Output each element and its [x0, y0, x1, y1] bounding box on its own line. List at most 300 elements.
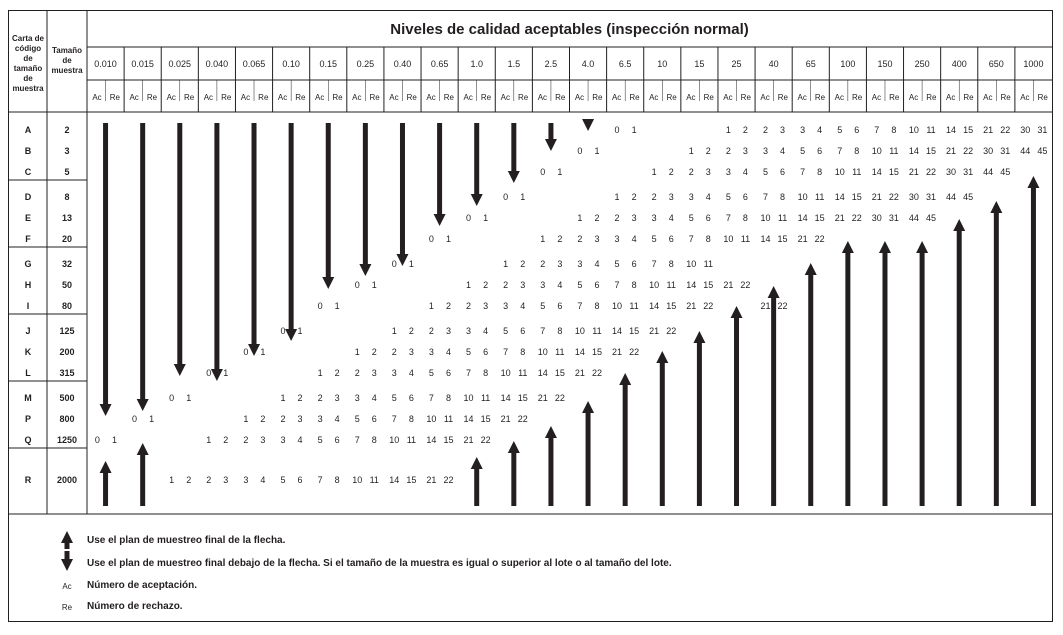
- acceptance-number: 7: [466, 368, 472, 378]
- acceptance-number: 44: [983, 167, 994, 177]
- rejection-number: 15: [591, 347, 602, 357]
- acceptance-number: 0: [243, 347, 249, 357]
- rejection-number: 3: [223, 475, 229, 485]
- acceptance-number: 2: [354, 368, 360, 378]
- up-arrow-head: [582, 401, 594, 413]
- rejection-number: 15: [517, 393, 528, 403]
- acceptance-number: 14: [946, 125, 957, 135]
- rejection-number: 15: [777, 234, 788, 244]
- acceptance-number: 3: [280, 435, 286, 445]
- acceptance-number: 21: [834, 213, 845, 223]
- rejection-number: 11: [740, 234, 751, 244]
- re-header: Re: [1000, 93, 1011, 102]
- acceptance-number: 14: [908, 146, 919, 156]
- acceptance-number: 1: [466, 280, 472, 290]
- rejection-number: 2: [186, 475, 192, 485]
- acceptance-number: 14: [611, 326, 623, 336]
- rejection-number: 15: [963, 125, 974, 135]
- ac-header: Ac: [723, 93, 733, 102]
- rejection-number: 31: [888, 213, 899, 223]
- rejection-number: 8: [408, 414, 414, 424]
- re-header: Re: [109, 93, 120, 102]
- size-column-header: de: [62, 56, 72, 65]
- aql-level-header: 6.5: [618, 59, 632, 69]
- acceptance-number: 10: [834, 167, 845, 177]
- rejection-number: 8: [631, 280, 637, 290]
- acceptance-number: 3: [243, 475, 249, 485]
- acceptance-number: 14: [760, 234, 771, 244]
- rejection-number: 6: [297, 475, 303, 485]
- rejection-number: 4: [594, 259, 600, 269]
- rejection-number: 11: [406, 435, 417, 445]
- acceptance-number: 5: [317, 435, 323, 445]
- acceptance-number: 21: [686, 301, 697, 311]
- rejection-number: 22: [1000, 125, 1011, 135]
- up-arrow-head: [471, 457, 483, 469]
- rejection-number: 4: [557, 280, 563, 290]
- acceptance-number: 2: [540, 259, 546, 269]
- up-arrow-head: [879, 241, 891, 253]
- aql-level-header: 650: [988, 59, 1004, 69]
- rejection-number: 1: [223, 368, 229, 378]
- acceptance-number: 7: [725, 213, 731, 223]
- up-arrow-head: [619, 373, 631, 385]
- acceptance-number: 7: [651, 259, 657, 269]
- down-arrow-head: [582, 119, 594, 131]
- rejection-number: 6: [483, 347, 489, 357]
- sample-size: 80: [61, 301, 73, 311]
- down-arrow-head: [285, 329, 297, 341]
- rejection-number: 2: [297, 393, 303, 403]
- rejection-number: 11: [629, 301, 639, 311]
- acceptance-number: 3: [428, 347, 434, 357]
- rejection-number: 6: [854, 125, 860, 135]
- acceptance-number: 44: [946, 192, 957, 202]
- acceptance-number: 5: [428, 368, 434, 378]
- rejection-number: 22: [963, 146, 974, 156]
- code-letter: E: [24, 213, 32, 223]
- rejection-number: 31: [925, 192, 937, 202]
- ac-header: Ac: [352, 93, 362, 102]
- acceptance-number: 21: [500, 414, 511, 424]
- rejection-number: 1: [371, 280, 377, 290]
- re-header: Re: [777, 93, 789, 102]
- rejection-number: 22: [851, 213, 862, 223]
- acceptance-number: 14: [834, 192, 845, 202]
- acceptance-number: 3: [651, 213, 657, 223]
- rejection-number: 3: [297, 414, 303, 424]
- re-header: Re: [221, 93, 232, 102]
- sample-size: 500: [59, 393, 75, 403]
- acceptance-number: 21: [723, 280, 734, 290]
- acceptance-number: 3: [466, 326, 472, 336]
- ac-header: Ac: [537, 93, 548, 102]
- ac-header: Ac: [500, 93, 510, 102]
- rejection-number: 22: [666, 326, 677, 336]
- rejection-number: 4: [483, 326, 489, 336]
- re-header: Re: [406, 93, 417, 102]
- up-arrow-head: [656, 351, 668, 363]
- acceptance-number: 2: [614, 213, 620, 223]
- aql-level-header: 4.0: [581, 59, 595, 69]
- rejection-number: 2: [520, 259, 526, 269]
- re-header: Re: [332, 93, 343, 102]
- rejection-number: 31: [1037, 125, 1048, 135]
- acceptance-number: 5: [280, 475, 286, 485]
- legend-down-text: Use el plan de muestreo final debajo de la flecha. Si el tamaño de la muestra es igual o superior al lote o al tamaño del lote.: [87, 558, 672, 569]
- acceptance-number: 0: [94, 435, 100, 445]
- acceptance-number: 5: [837, 125, 843, 135]
- rejection-number: 1: [149, 414, 155, 424]
- rejection-number: 2: [408, 326, 414, 336]
- up-arrow-head: [508, 441, 520, 453]
- acceptance-number: 30: [946, 167, 957, 177]
- rejection-number: 2: [223, 435, 229, 445]
- sample-size: 315: [59, 368, 75, 378]
- acceptance-number: 10: [908, 125, 919, 135]
- rejection-number: 4: [371, 393, 377, 403]
- acceptance-number: 10: [426, 414, 437, 424]
- acceptance-number: 1: [688, 146, 694, 156]
- rejection-number: 15: [888, 167, 899, 177]
- up-arrow-head: [805, 263, 817, 275]
- rejection-number: 8: [594, 301, 600, 311]
- acceptance-number: 2: [206, 475, 212, 485]
- rejection-number: 31: [1000, 146, 1011, 156]
- aql-level-header: 100: [840, 59, 856, 69]
- acceptance-number: 14: [686, 280, 697, 290]
- acceptance-number: 5: [725, 192, 731, 202]
- rejection-number: 4: [408, 368, 414, 378]
- rejection-number: 2: [705, 146, 711, 156]
- acceptance-number: 5: [466, 347, 472, 357]
- aql-level-header: 250: [914, 59, 930, 69]
- rejection-number: 6: [817, 146, 823, 156]
- sample-size: 5: [64, 167, 70, 177]
- ac-header: Ac: [426, 93, 436, 102]
- rejection-number: 8: [557, 326, 563, 336]
- acceptance-number: 10: [537, 347, 548, 357]
- code-letter: J: [25, 326, 31, 336]
- acceptance-number: 1: [280, 393, 286, 403]
- rejection-number: 1: [520, 192, 526, 202]
- acceptance-number: 10: [760, 213, 771, 223]
- ac-header: Ac: [315, 93, 325, 102]
- acceptance-number: 7: [503, 347, 509, 357]
- legend-ac-symbol: Ac: [62, 582, 72, 591]
- acceptance-number: 3: [391, 368, 397, 378]
- ac-header: Ac: [908, 93, 919, 102]
- acceptance-number: 1: [354, 347, 360, 357]
- acceptance-number: 21: [649, 326, 660, 336]
- acceptance-number: 2: [428, 326, 434, 336]
- acceptance-number: 10: [797, 192, 808, 202]
- rejection-number: 2: [445, 301, 452, 311]
- rejection-number: 6: [371, 414, 377, 424]
- ac-header: Ac: [277, 93, 288, 102]
- acceptance-number: 0: [280, 326, 286, 336]
- rejection-number: 45: [925, 213, 937, 223]
- aql-level-header: 65: [805, 59, 816, 69]
- rejection-number: 8: [891, 125, 897, 135]
- acceptance-number: 3: [540, 280, 546, 290]
- acceptance-number: 3: [614, 234, 620, 244]
- aql-level-header: 0.40: [393, 59, 412, 69]
- acceptance-number: 21: [983, 125, 994, 135]
- rejection-number: 15: [406, 475, 417, 485]
- aql-level-header: 0.65: [430, 59, 449, 69]
- acceptance-number: 3: [800, 125, 806, 135]
- acceptance-number: 0: [169, 393, 175, 403]
- aql-level-header: 0.015: [131, 59, 154, 69]
- re-header: Re: [703, 93, 714, 102]
- acceptance-number: 21: [426, 475, 437, 485]
- re-header: Re: [146, 93, 158, 102]
- size-column-header: Tamaño: [51, 46, 83, 55]
- up-arrow-head: [953, 219, 965, 231]
- re-header: Re: [963, 93, 974, 102]
- acceptance-number: 2: [688, 167, 694, 177]
- acceptance-number: 0: [317, 301, 323, 311]
- acceptance-number: 5: [577, 280, 583, 290]
- rejection-number: 11: [369, 475, 379, 485]
- rejection-number: 6: [408, 393, 414, 403]
- down-arrow-head: [508, 171, 520, 183]
- acceptance-number: 5: [762, 167, 768, 177]
- acceptance-number: 0: [428, 234, 434, 244]
- acceptance-number: 5: [503, 326, 509, 336]
- rejection-number: 8: [520, 347, 526, 357]
- sample-size: 800: [59, 414, 75, 424]
- acceptance-number: 10: [686, 259, 697, 269]
- aql-level-header: 0.040: [205, 59, 229, 69]
- acceptance-number: 2: [243, 435, 249, 445]
- rejection-number: 11: [592, 326, 602, 336]
- acceptance-number: 0: [503, 192, 509, 202]
- rejection-number: 2: [594, 213, 600, 223]
- acceptance-number: 14: [871, 167, 882, 177]
- acceptance-number: 0: [540, 167, 546, 177]
- code-letter: H: [24, 280, 32, 290]
- ac-header: Ac: [760, 93, 770, 102]
- sampling-table-frame: [8, 10, 1053, 622]
- sample-size: 2: [64, 125, 70, 135]
- down-arrow-head: [322, 277, 334, 289]
- rejection-number: 6: [557, 301, 563, 311]
- rejection-number: 4: [742, 167, 748, 177]
- ac-header: Ac: [240, 93, 251, 102]
- acceptance-number: 7: [317, 475, 323, 485]
- sample-size: 2000: [56, 475, 78, 485]
- acceptance-number: 10: [574, 326, 585, 336]
- code-letter: G: [24, 259, 32, 269]
- acceptance-number: 7: [688, 234, 694, 244]
- acceptance-number: 0: [614, 125, 620, 135]
- rejection-number: 2: [334, 368, 340, 378]
- aql-level-header: 400: [951, 59, 967, 69]
- aql-level-header: 0.010: [94, 59, 117, 69]
- rejection-number: 22: [814, 234, 825, 244]
- ac-header: Ac: [389, 93, 399, 102]
- acceptance-number: 7: [874, 125, 880, 135]
- aql-level-header: 1.0: [470, 59, 483, 69]
- acceptance-number: 14: [500, 393, 511, 403]
- rejection-number: 2: [668, 167, 674, 177]
- rejection-number: 45: [1000, 167, 1011, 177]
- down-arrow-head: [211, 369, 223, 381]
- acceptance-number: 2: [317, 393, 323, 403]
- rejection-number: 11: [852, 167, 862, 177]
- rejection-number: 6: [445, 368, 452, 378]
- acceptance-number: 1: [391, 326, 397, 336]
- rejection-number: 4: [817, 125, 823, 135]
- acceptance-number: 1: [577, 213, 583, 223]
- rejection-number: 22: [591, 368, 602, 378]
- ac-header: Ac: [649, 93, 659, 102]
- acceptance-number: 3: [577, 259, 583, 269]
- rejection-number: 11: [889, 146, 899, 156]
- down-arrow-head: [396, 254, 408, 266]
- ac-header: Ac: [574, 93, 585, 102]
- rejection-number: 11: [555, 347, 565, 357]
- ac-header: Ac: [983, 93, 993, 102]
- acceptance-number: 2: [280, 414, 286, 424]
- re-header: Re: [295, 93, 306, 102]
- rejection-number: 22: [925, 167, 937, 177]
- rejection-number: 4: [334, 414, 340, 424]
- ac-header: Ac: [92, 93, 102, 102]
- acceptance-number: 5: [540, 301, 546, 311]
- up-arrow-head: [842, 241, 854, 253]
- rejection-number: 11: [777, 213, 788, 223]
- rejection-number: 6: [780, 167, 786, 177]
- legend-re-text: Número de rechazo.: [87, 601, 183, 612]
- rejection-number: 11: [666, 280, 676, 290]
- rejection-number: 15: [814, 213, 825, 223]
- down-arrow-head: [434, 214, 446, 226]
- down-arrow-head: [471, 194, 483, 206]
- sample-size: 50: [61, 280, 73, 290]
- legend-up-text: Use el plan de muestreo final de la flecha.: [87, 535, 286, 546]
- rejection-number: 3: [631, 213, 637, 223]
- acceptance-number: 5: [651, 234, 657, 244]
- code-letter: A: [24, 125, 32, 135]
- rejection-number: 1: [594, 146, 600, 156]
- aql-level-header: 0.025: [168, 59, 192, 69]
- acceptance-number: 5: [800, 146, 806, 156]
- acceptance-number: 3: [725, 167, 731, 177]
- acceptance-number: 21: [760, 301, 771, 311]
- code-letter: F: [25, 234, 31, 244]
- re-header: Re: [666, 93, 677, 102]
- rejection-number: 3: [260, 435, 266, 445]
- code-column-header: de: [23, 74, 33, 83]
- rejection-number: 22: [554, 393, 565, 403]
- code-column-header: tamaño: [13, 64, 43, 73]
- rejection-number: 11: [480, 393, 491, 403]
- acceptance-number: 3: [762, 146, 768, 156]
- rejection-number: 4: [705, 192, 711, 202]
- acceptance-number: 1: [243, 414, 249, 424]
- ac-header: Ac: [834, 93, 845, 102]
- rejection-number: 6: [520, 326, 526, 336]
- acceptance-number: 30: [871, 213, 882, 223]
- sample-size: 3: [64, 146, 70, 156]
- rejection-number: 31: [963, 167, 974, 177]
- rejection-number: 11: [814, 192, 825, 202]
- rejection-number: 1: [631, 125, 637, 135]
- code-letter: R: [24, 475, 32, 485]
- rejection-number: 3: [557, 259, 563, 269]
- re-header: Re: [889, 93, 900, 102]
- rejection-number: 8: [371, 435, 377, 445]
- rejection-number: 15: [629, 326, 640, 336]
- rejection-number: 1: [557, 167, 563, 177]
- acceptance-number: 0: [391, 259, 397, 269]
- acceptance-number: 5: [688, 213, 694, 223]
- acceptance-number: 2: [725, 146, 731, 156]
- rejection-number: 1: [408, 259, 414, 269]
- down-arrow-head: [174, 364, 186, 376]
- down-arrow-head: [359, 264, 371, 276]
- rejection-number: 8: [445, 393, 452, 403]
- acceptance-number: 1: [725, 125, 731, 135]
- rejection-number: 4: [631, 234, 637, 244]
- aql-level-header: 1000: [1023, 59, 1044, 69]
- aql-level-header: 10: [657, 59, 668, 69]
- acceptance-number: 44: [1020, 146, 1031, 156]
- acceptance-number: 21: [463, 435, 474, 445]
- rejection-number: 8: [705, 234, 711, 244]
- rejection-number: 4: [297, 435, 303, 445]
- acceptance-number: 14: [797, 213, 808, 223]
- rejection-number: 8: [780, 192, 786, 202]
- rejection-number: 15: [554, 368, 565, 378]
- rejection-number: 6: [594, 280, 600, 290]
- acceptance-number: 1: [317, 368, 323, 378]
- acceptance-number: 7: [837, 146, 843, 156]
- re-header: Re: [740, 93, 751, 102]
- sample-size: 32: [61, 259, 73, 269]
- code-letter: B: [24, 146, 32, 156]
- re-header: Re: [443, 93, 454, 102]
- rejection-number: 11: [443, 414, 454, 424]
- rejection-number: 3: [445, 326, 452, 336]
- rejection-number: 8: [854, 146, 860, 156]
- acceptance-number: 3: [688, 192, 694, 202]
- acceptance-number: 3: [503, 301, 509, 311]
- rejection-number: 4: [260, 475, 266, 485]
- rejection-number: 1: [334, 301, 340, 311]
- ac-header: Ac: [611, 93, 622, 102]
- aql-level-header: 15: [694, 59, 705, 69]
- acceptance-number: 1: [503, 259, 509, 269]
- acceptance-number: 14: [537, 368, 548, 378]
- down-arrow-head: [545, 139, 557, 151]
- acceptance-number: 1: [651, 167, 657, 177]
- ac-header: Ac: [946, 93, 956, 102]
- acceptance-number: 14: [389, 475, 400, 485]
- rejection-number: 8: [817, 167, 823, 177]
- code-letter: K: [24, 347, 32, 357]
- re-header: Re: [629, 93, 640, 102]
- acceptance-number: 0: [131, 414, 138, 424]
- acceptance-number: 30: [983, 146, 994, 156]
- rejection-number: 1: [297, 326, 303, 336]
- rejection-number: 22: [777, 301, 788, 311]
- rejection-number: 3: [334, 393, 340, 403]
- sample-size: 200: [59, 347, 75, 357]
